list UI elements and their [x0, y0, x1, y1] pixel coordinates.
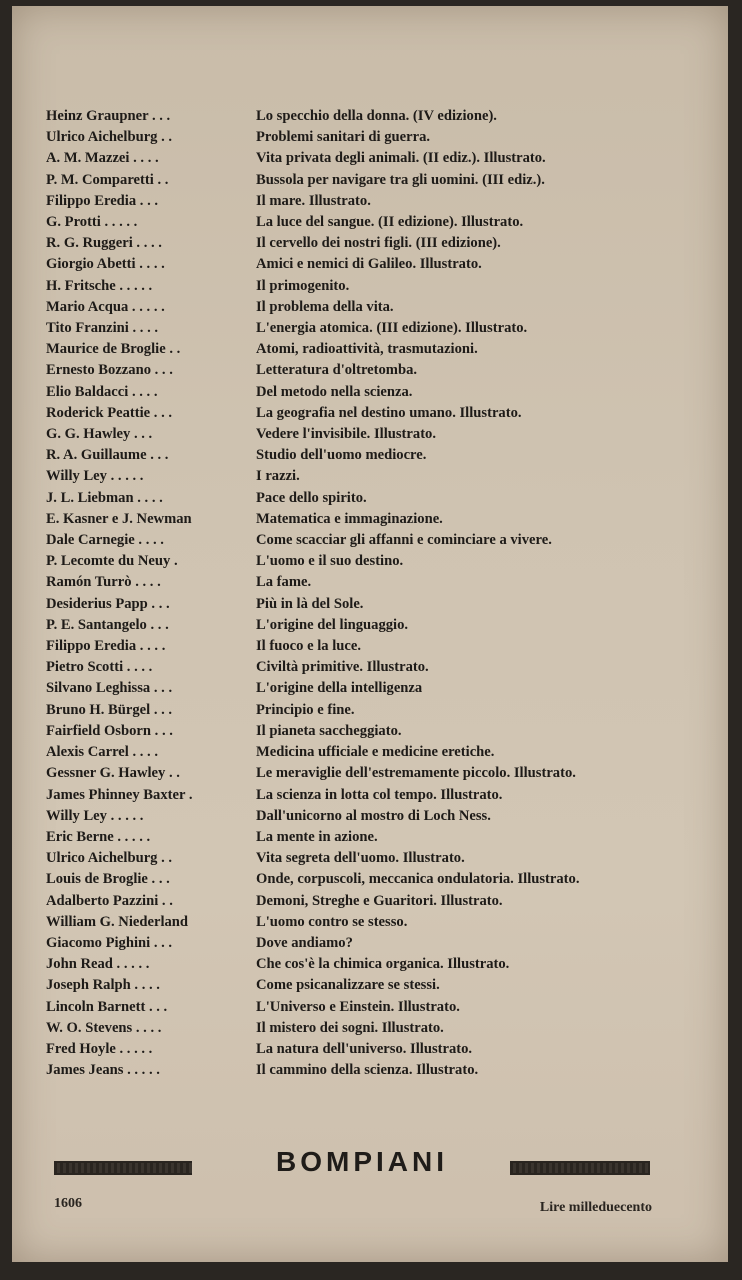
entry-author: Fairfield Osborn . . .	[46, 722, 173, 739]
entry-title: Come scacciar gli affanni e cominciare a vivere.	[256, 532, 552, 549]
entry-author: John Read . . . . .	[46, 956, 150, 973]
catalog-entry	[46, 594, 686, 615]
catalog-entry	[46, 297, 686, 318]
catalog-entry	[46, 127, 686, 148]
entry-author: W. O. Stevens . . . .	[46, 1019, 162, 1036]
catalog-entry	[46, 106, 686, 127]
entry-title: Le meraviglie dell'estremamente piccolo. Illustrato.	[256, 765, 576, 782]
entry-title: Lo specchio della donna. (IV edizione).	[256, 108, 497, 124]
entry-title: L'origine della intelligenza	[256, 680, 423, 697]
entry-title: L'origine del linguaggio.	[256, 616, 409, 633]
entry-title: Più in là del Sole.	[256, 595, 364, 612]
entry-author: James Jeans . . . . .	[46, 1062, 160, 1079]
entry-author: Lincoln Barnett . . .	[46, 998, 168, 1015]
catalog-entry	[46, 1018, 686, 1039]
catalog-entry	[46, 785, 686, 806]
catalog-entry	[46, 1039, 686, 1060]
entry-title: La geografia nel destino umano. Illustrato.	[256, 404, 522, 421]
catalog-entry	[46, 933, 686, 954]
catalog-entry	[46, 254, 686, 275]
entry-author: Ulrico Aichelburg . .	[46, 850, 173, 867]
catalog-entry	[46, 615, 686, 636]
catalog-entry	[46, 170, 686, 191]
right-ornament-rule	[510, 1161, 650, 1175]
entry-title: Il mare. Illustrato.	[256, 192, 371, 209]
entry-author: Giacomo Pighini . . .	[46, 934, 173, 951]
entry-author: G. Protti . . . . .	[46, 214, 138, 231]
entry-author: Alexis Carrel . . . .	[46, 744, 158, 761]
catalog-entry	[46, 742, 686, 763]
entry-author: R. G. Ruggeri . . . .	[46, 235, 162, 252]
entry-author: J. L. Liebman . . . .	[46, 489, 163, 506]
catalog-entry	[46, 318, 686, 339]
entry-author: Louis de Broglie . . .	[46, 871, 170, 888]
entry-author: Mario Acqua . . . . .	[46, 298, 165, 315]
entry-title: Che cos'è la chimica organica. Illustrato.	[256, 956, 510, 973]
catalog-entry	[46, 657, 686, 678]
entry-title: Vita segreta dell'uomo. Illustrato.	[256, 850, 465, 867]
entry-author: P. E. Santangelo . . .	[46, 616, 169, 633]
entry-title: Studio dell'uomo mediocre.	[256, 447, 427, 464]
entry-title: Il pianeta saccheggiato.	[256, 722, 402, 739]
catalog-entry	[46, 806, 686, 827]
catalog-entry	[46, 212, 686, 233]
entry-title: Vita privata degli animali. (II ediz.). Illustrato.	[256, 150, 546, 167]
entry-author: P. Lecomte du Neuy .	[46, 553, 178, 570]
catalog-entry	[46, 403, 686, 424]
entry-title: Dove andiamo?	[256, 934, 353, 951]
publisher-band	[12, 1146, 728, 1186]
catalog-entry	[46, 912, 686, 933]
catalog-entry	[46, 466, 686, 487]
catalog-entry	[46, 276, 686, 297]
entry-title: Onde, corpuscoli, meccanica ondulatoria. Illustrato.	[256, 871, 580, 888]
catalog-entry	[46, 148, 686, 169]
entry-title: Il cervello dei nostri figli. (III edizione).	[256, 235, 501, 252]
entry-title: Il primogenito.	[256, 277, 350, 294]
catalog-entry	[46, 1060, 686, 1081]
catalog-entry	[46, 339, 686, 360]
entry-author: R. A. Guillaume . . .	[46, 447, 169, 464]
catalog-entry	[46, 975, 686, 996]
entry-author: Eric Berne . . . . .	[46, 828, 151, 845]
catalog-entry	[46, 848, 686, 869]
entry-author: H. Fritsche . . . . .	[46, 277, 153, 294]
price-label: Lire milleduecento	[539, 1200, 652, 1215]
entry-author: Tito Franzini . . . .	[46, 320, 159, 337]
entry-title: Matematica e immaginazione.	[256, 510, 443, 527]
entry-author: Joseph Ralph . . . .	[46, 977, 160, 994]
entry-title: Civiltà primitive. Illustrato.	[256, 659, 429, 676]
entry-author: James Phinney Baxter .	[46, 786, 193, 803]
entry-title: Letteratura d'oltretomba.	[256, 362, 418, 379]
entry-author: Elio Baldacci . . . .	[46, 383, 158, 400]
entry-author: Desiderius Papp . . .	[46, 595, 170, 612]
entry-author: William G. Niederland	[46, 913, 189, 930]
entry-author: Pietro Scotti . . . .	[46, 659, 153, 676]
catalog-entry	[46, 551, 686, 572]
entry-title: Dall'unicorno al mostro di Loch Ness.	[256, 807, 491, 824]
entry-title: Come psicanalizzare se stessi.	[256, 977, 440, 994]
entry-title: La mente in azione.	[256, 828, 378, 845]
entry-title: Vedere l'invisibile. Illustrato.	[256, 426, 436, 443]
entry-author: Ramón Turrò . . . .	[46, 574, 161, 591]
catalog-entry	[46, 827, 686, 848]
catalog-entry	[46, 445, 686, 466]
entry-title: Bussola per navigare tra gli uomini. (III ediz.).	[256, 171, 545, 188]
entry-author: Dale Carnegie . . . .	[46, 532, 164, 549]
catalog-entry	[46, 997, 686, 1018]
entry-author: G. G. Hawley . . .	[46, 426, 153, 443]
entry-title: L'energia atomica. (III edizione). Illustrato.	[256, 320, 528, 337]
catalog-entry	[46, 763, 686, 784]
entry-author: Roderick Peattie . . .	[46, 404, 173, 421]
entry-title: Il mistero dei sogni. Illustrato.	[256, 1019, 444, 1036]
entry-author: Ernesto Bozzano . . .	[46, 362, 173, 379]
catalog-entry	[46, 488, 686, 509]
entry-author: Gessner G. Hawley . .	[46, 765, 180, 782]
publisher-name: BOMPIANI	[276, 1146, 448, 1177]
entry-author: Bruno H. Bürgel . . .	[46, 701, 173, 718]
catalog-entry	[46, 700, 686, 721]
entry-author: Fred Hoyle . . . . .	[46, 1040, 153, 1057]
entry-author: Heinz Graupner . . .	[46, 108, 171, 124]
catalog-entry	[46, 424, 686, 445]
entry-title: Problemi sanitari di guerra.	[256, 129, 431, 146]
catalog-entry	[46, 382, 686, 403]
catalog-entry	[46, 869, 686, 890]
entry-title: Il problema della vita.	[256, 298, 394, 315]
catalog-entry	[46, 360, 686, 381]
entry-title: Pace dello spirito.	[256, 489, 367, 506]
entry-title: La fame.	[256, 574, 312, 591]
entry-author: Willy Ley . . . . .	[46, 468, 144, 485]
entry-title: Medicina ufficiale e medicine eretiche.	[256, 744, 495, 761]
catalog-entry	[46, 191, 686, 212]
entry-title: Demoni, Streghe e Guaritori. Illustrato.	[256, 892, 503, 909]
catalog-entry	[46, 954, 686, 975]
entry-author: Ulrico Aichelburg . .	[46, 129, 173, 146]
entry-title: I razzi.	[256, 468, 300, 485]
entry-author: Adalberto Pazzini . .	[46, 892, 173, 909]
entry-author: A. M. Mazzei . . . .	[46, 150, 159, 167]
entry-title: La natura dell'universo. Illustrato.	[256, 1040, 473, 1057]
entry-title: L'Universo e Einstein. Illustrato.	[256, 998, 460, 1015]
entry-author: Maurice de Broglie . .	[46, 341, 181, 358]
entry-title: La scienza in lotta col tempo. Illustrato.	[256, 786, 503, 803]
entry-title: Atomi, radioattività, trasmutazioni.	[256, 341, 478, 358]
catalog-entry	[46, 721, 686, 742]
catalog-entry	[46, 636, 686, 657]
catalog-entry	[46, 509, 686, 530]
catalog-entry	[46, 891, 686, 912]
entry-title: Principio e fine.	[256, 701, 355, 718]
entry-title: Amici e nemici di Galileo. Illustrato.	[256, 256, 482, 273]
entry-author: Silvano Leghissa . . .	[46, 680, 173, 697]
catalog-entry	[46, 233, 686, 254]
book-back-cover	[12, 6, 728, 1262]
entry-author: Willy Ley . . . . .	[46, 807, 144, 824]
entry-title: Il fuoco e la luce.	[256, 638, 361, 655]
entry-author: E. Kasner e J. Newman	[46, 510, 192, 527]
entry-title: L'uomo contro se stesso.	[256, 913, 408, 930]
entry-author: Filippo Eredia . . .	[46, 192, 159, 209]
catalog-entry	[46, 678, 686, 699]
catalog-code: 1606	[54, 1196, 82, 1211]
catalog-entry	[46, 530, 686, 551]
entry-title: Il cammino della scienza. Illustrato.	[256, 1062, 479, 1079]
entry-author: Filippo Eredia . . . .	[46, 638, 166, 655]
entry-author: Giorgio Abetti . . . .	[46, 256, 165, 273]
entry-author: P. M. Comparetti . .	[46, 171, 169, 188]
catalog-list	[46, 106, 686, 1081]
left-ornament-rule	[54, 1161, 192, 1175]
entry-title: L'uomo e il suo destino.	[256, 553, 404, 570]
catalog-entry	[46, 572, 686, 593]
entry-title: Del metodo nella scienza.	[256, 383, 413, 400]
entry-title: La luce del sangue. (II edizione). Illustrato.	[256, 214, 524, 231]
